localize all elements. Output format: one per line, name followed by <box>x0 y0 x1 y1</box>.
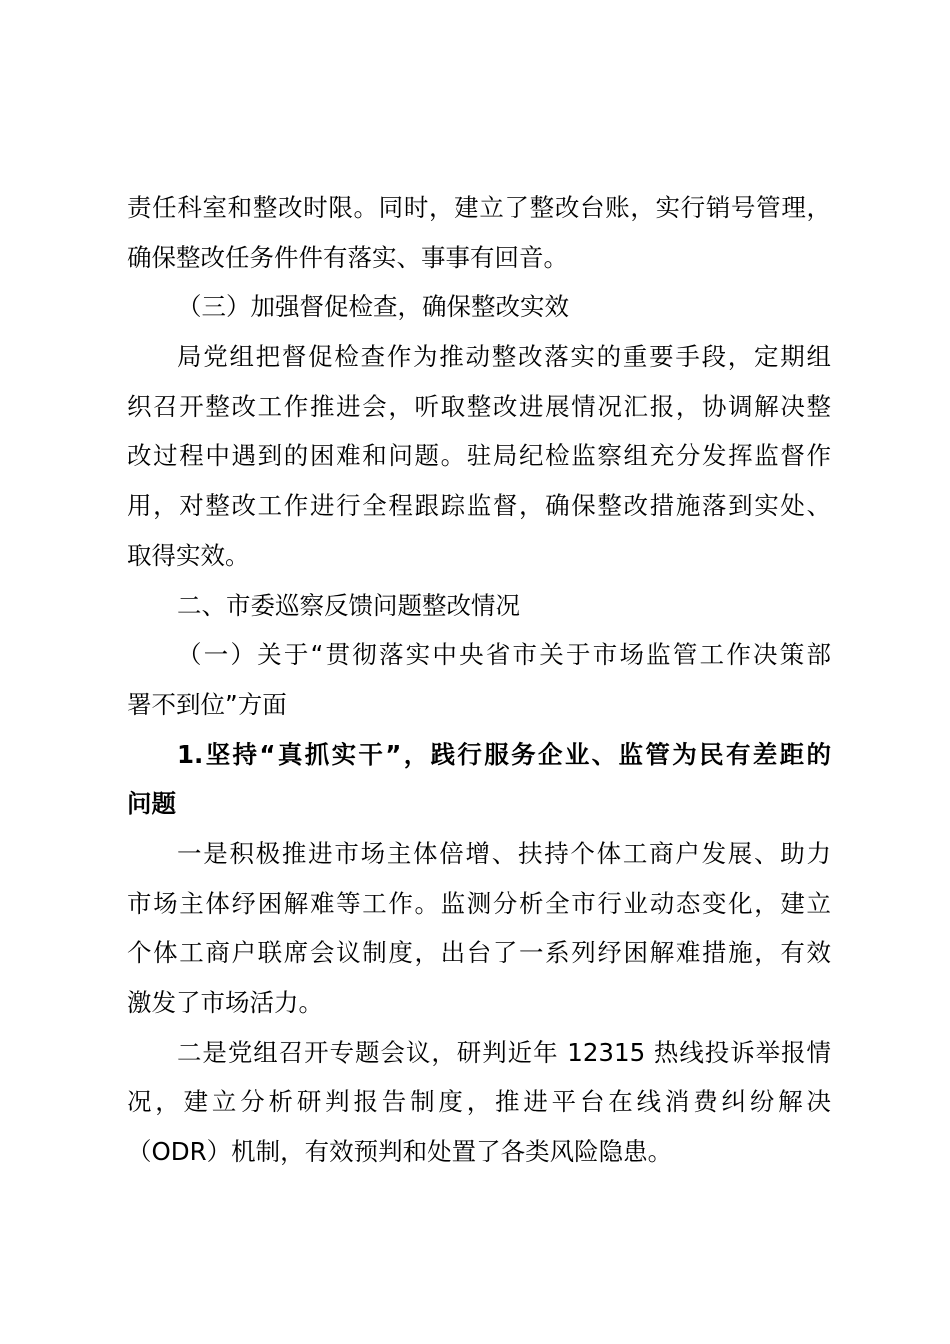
paragraph-line: 个体工商户联席会议制度，出台了一系列纾困解难措施，有效 <box>127 938 831 968</box>
paragraph-line: 激发了市场活力。 <box>127 988 323 1017</box>
paragraph-line: 一是积极推进市场主体倍增、扶持个体工商户发展、助力 <box>177 838 831 868</box>
paragraph-line: 二是党组召开专题会议，研判近年 12315 热线投诉举报情 <box>177 1037 831 1067</box>
section-heading: （三）加强督促检查，确保整改实效 <box>177 292 569 322</box>
paragraph-line: 市场主体纾困解难等工作。监测分析全市行业动态变化，建立 <box>127 888 831 918</box>
paragraph-line: （ODR）机制，有效预判和处置了各类风险隐患。 <box>127 1137 673 1167</box>
bold-subheading: 1.坚持“真抓实干”，践行服务企业、监管为民有差距的 <box>177 739 831 769</box>
bold-subheading: 问题 <box>127 789 176 819</box>
paragraph-line: 局党组把督促检查作为推动整改落实的重要手段，定期组 <box>177 342 831 372</box>
paragraph-line: 确保整改任务件件有落实、事事有回音。 <box>127 242 568 272</box>
paragraph-line: 用，对整改工作进行全程跟踪监督，确保整改措施落到实处、 <box>127 491 831 521</box>
paragraph-line: 织召开整改工作推进会，听取整改进展情况汇报，协调解决整 <box>127 391 831 421</box>
paragraph-line: 改过程中遇到的困难和问题。驻局纪检监察组充分发挥监督作 <box>127 441 831 471</box>
paragraph-line: 责任科室和整改时限。同时，建立了整改台账，实行销号管理， <box>127 193 831 222</box>
document-body <box>127 183 831 1177</box>
chapter-heading: 二、市委巡察反馈问题整改情况 <box>177 590 520 620</box>
section-heading: （一）关于“贯彻落实中央省市关于市场监管工作决策部 <box>177 640 831 670</box>
paragraph-line: 况，建立分析研判报告制度，推进平台在线消费纠纷解决 <box>127 1087 831 1117</box>
paragraph-line: 取得实效。 <box>127 540 250 570</box>
section-heading: 署不到位”方面 <box>127 689 287 719</box>
